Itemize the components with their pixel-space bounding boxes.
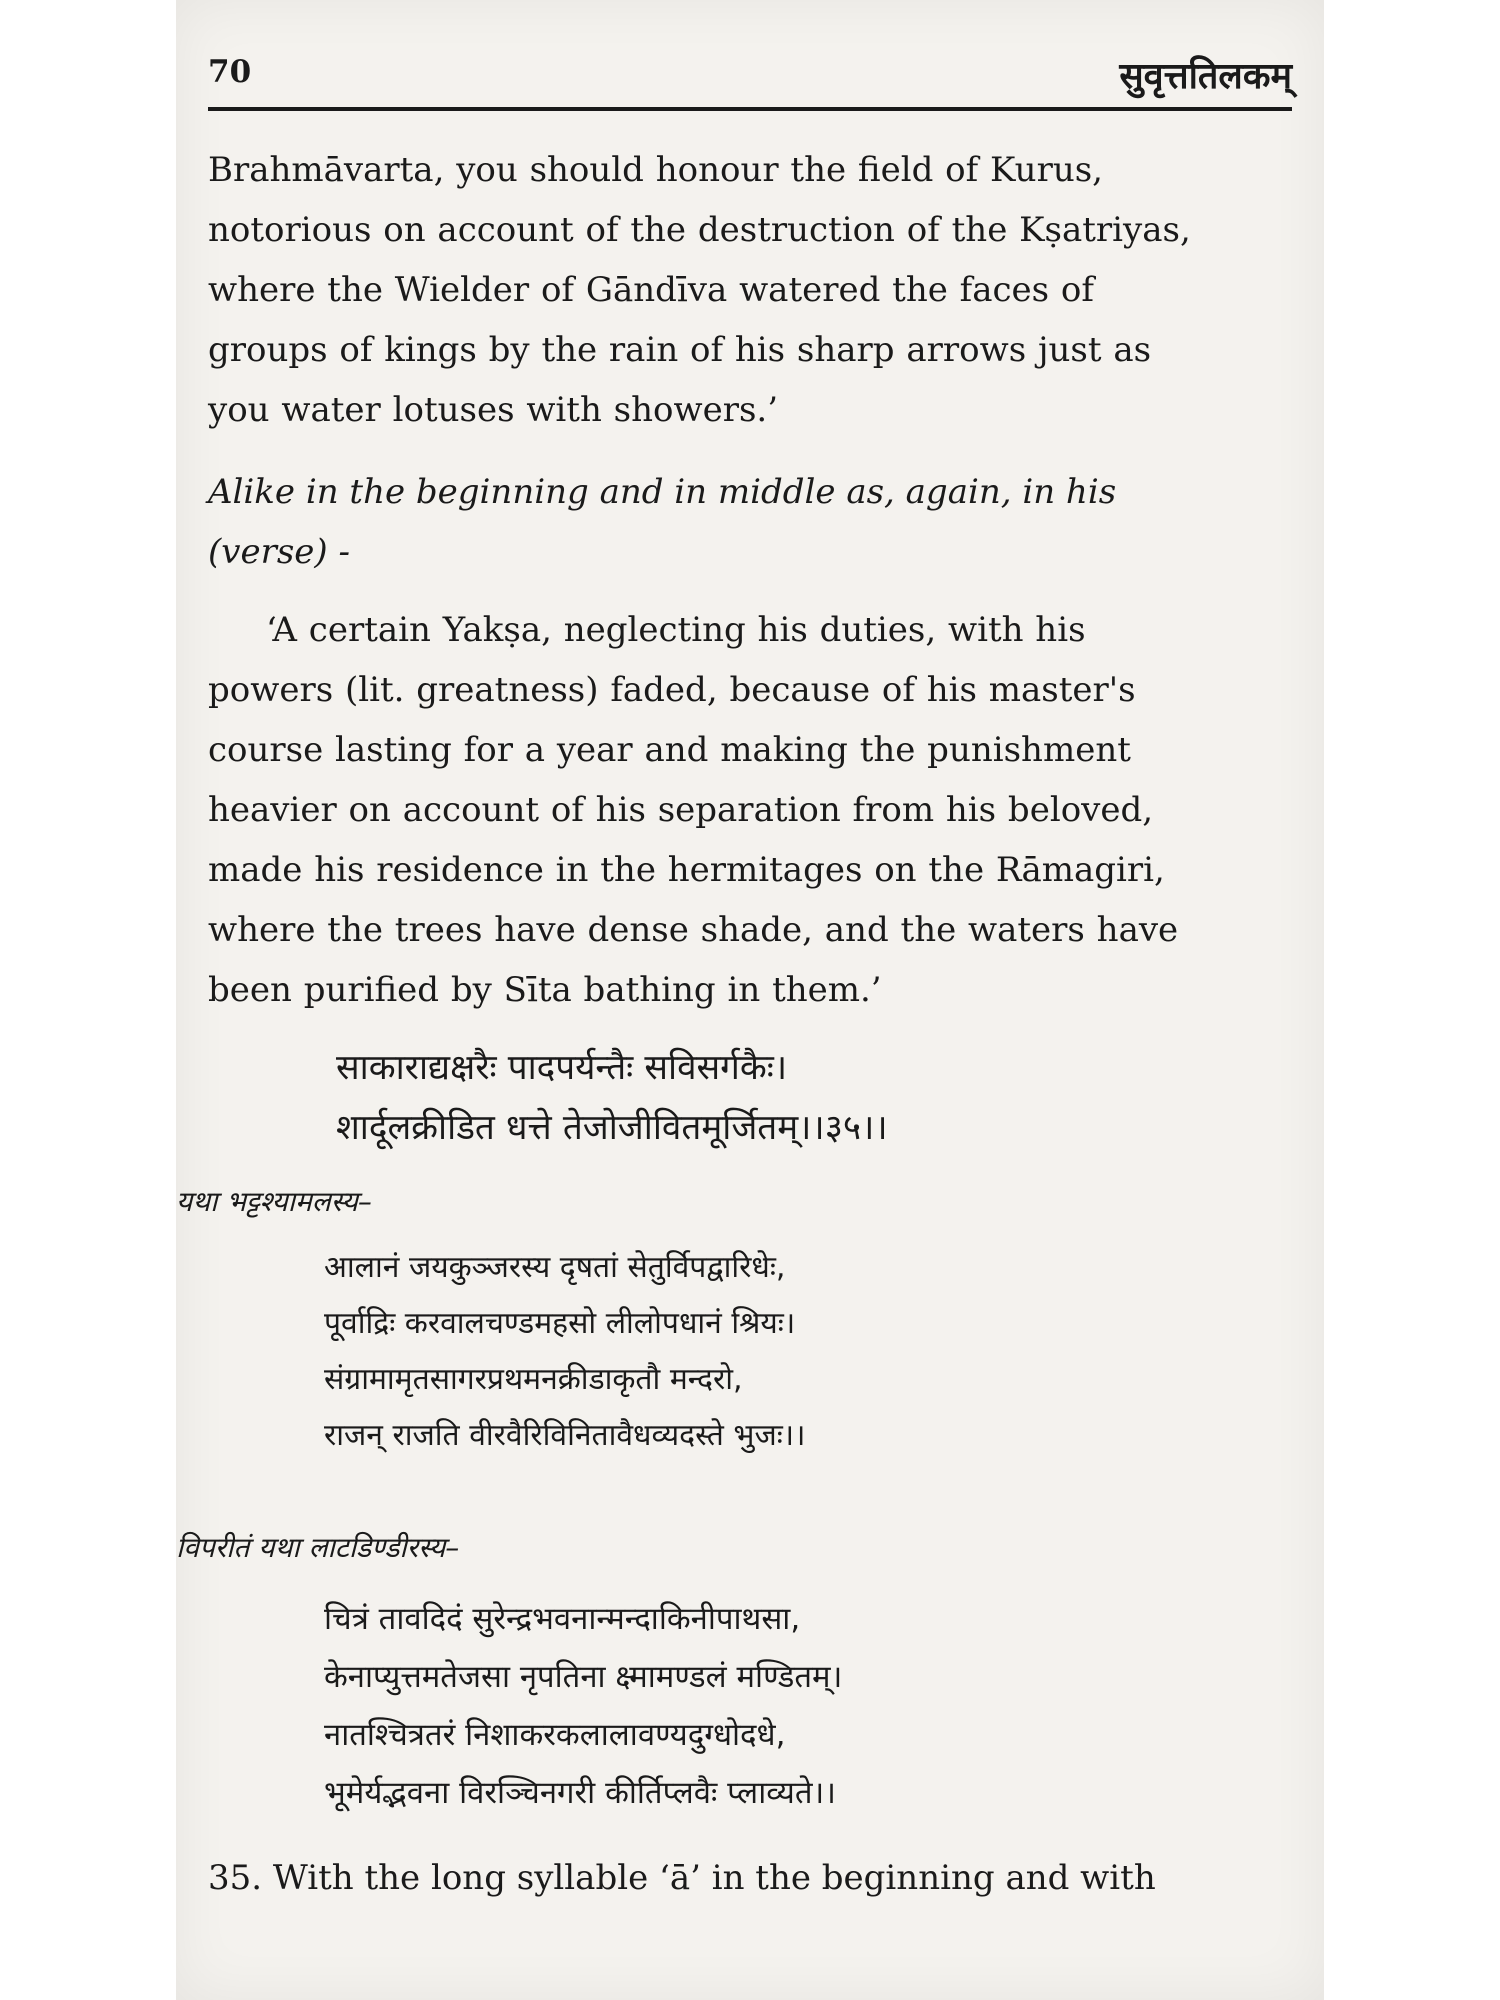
verse-line: शार्दूलक्रीडित धत्ते तेजोजीवितमूर्जितम्।।३५।।	[336, 1108, 888, 1148]
verse-35	[336, 1038, 888, 1158]
verse-line: राजन् राजति वीरवैरिविनितावैधव्यदस्ते भुजः।।	[324, 1418, 806, 1453]
page-header	[208, 44, 1292, 104]
quoted-translation	[208, 600, 1232, 1020]
example-verse-bhatta	[324, 1240, 806, 1464]
verse-line: संग्रामामृतसागरप्रथमनक्रीडाकृतौ मन्दरो,	[324, 1362, 743, 1397]
quote-line: powers (lit. greatness) faded, because of his master's	[208, 670, 1136, 710]
quote-line: course lasting for a year and making the punishment	[208, 730, 1131, 770]
running-title: सुवृत्ततिलकम्	[1119, 55, 1292, 97]
italic-intro	[208, 462, 1232, 582]
note-35: 35. With the long syllable ‘ā’ in the beginning and with	[208, 1858, 1156, 1898]
book-page	[176, 0, 1324, 2000]
passage-line: notorious on account of the destruction of the Kṣatriyas,	[208, 210, 1191, 250]
passage-line: Brahmāvarta, you should honour the field of Kurus,	[208, 150, 1103, 190]
verse-line: पूर्वाद्रिः करवालचण्डमहसो लीलोपधानं श्रियः।	[324, 1306, 796, 1341]
verse-line: भूमेर्यद्भवना विरञ्चिनगरी कीर्तिप्लवैः प्लाव्यते।।	[324, 1775, 836, 1811]
page-number: 70	[208, 54, 252, 90]
quote-line: ‘A certain Yakṣa, neglecting his duties, with his	[266, 610, 1086, 650]
verse-line: नातश्चित्रतरं निशाकरकलालावण्यदुग्धोदधे,	[324, 1717, 786, 1753]
example-label-bhatta: यथा भट्टश्यामलस्य–	[176, 1185, 372, 1218]
passage-line: where the Wielder of Gāndīva watered the faces of	[208, 270, 1094, 310]
verse-line: आलानं जयकुञ्जरस्य दृषतां सेतुर्विपद्वारिधेः,	[324, 1250, 786, 1285]
quote-line: made his residence in the hermitages on the Rāmagiri,	[208, 850, 1165, 890]
intro-line: (verse) -	[208, 532, 350, 572]
passage-line: groups of kings by the rain of his sharp arrows just as	[208, 330, 1152, 370]
verse-line: साकाराद्यक्षरैः पादपर्यन्तैः सविसर्गकैः।	[336, 1048, 788, 1088]
passage-line: you water lotuses with showers.’	[208, 390, 779, 430]
verse-line: चित्रं तावदिदं सुरेन्द्रभवनान्मन्दाकिनीपाथसा,	[324, 1601, 801, 1637]
quote-line: where the trees have dense shade, and the waters have	[208, 910, 1179, 950]
translation-passage	[208, 140, 1232, 440]
quote-line: heavier on account of his separation from his beloved,	[208, 790, 1154, 830]
header-rule	[208, 107, 1292, 111]
intro-line: Alike in the beginning and in middle as, again, in his	[208, 472, 1117, 512]
quote-line: been purified by Sīta bathing in them.’	[208, 970, 882, 1010]
verse-line: केनाप्युत्तमतेजसा नृपतिना क्ष्मामण्डलं मण्डितम्।	[324, 1659, 843, 1695]
example-verse-lata	[324, 1590, 842, 1822]
example-label-lata: विपरीतं यथा लाटडिण्डीरस्य–	[176, 1531, 460, 1564]
